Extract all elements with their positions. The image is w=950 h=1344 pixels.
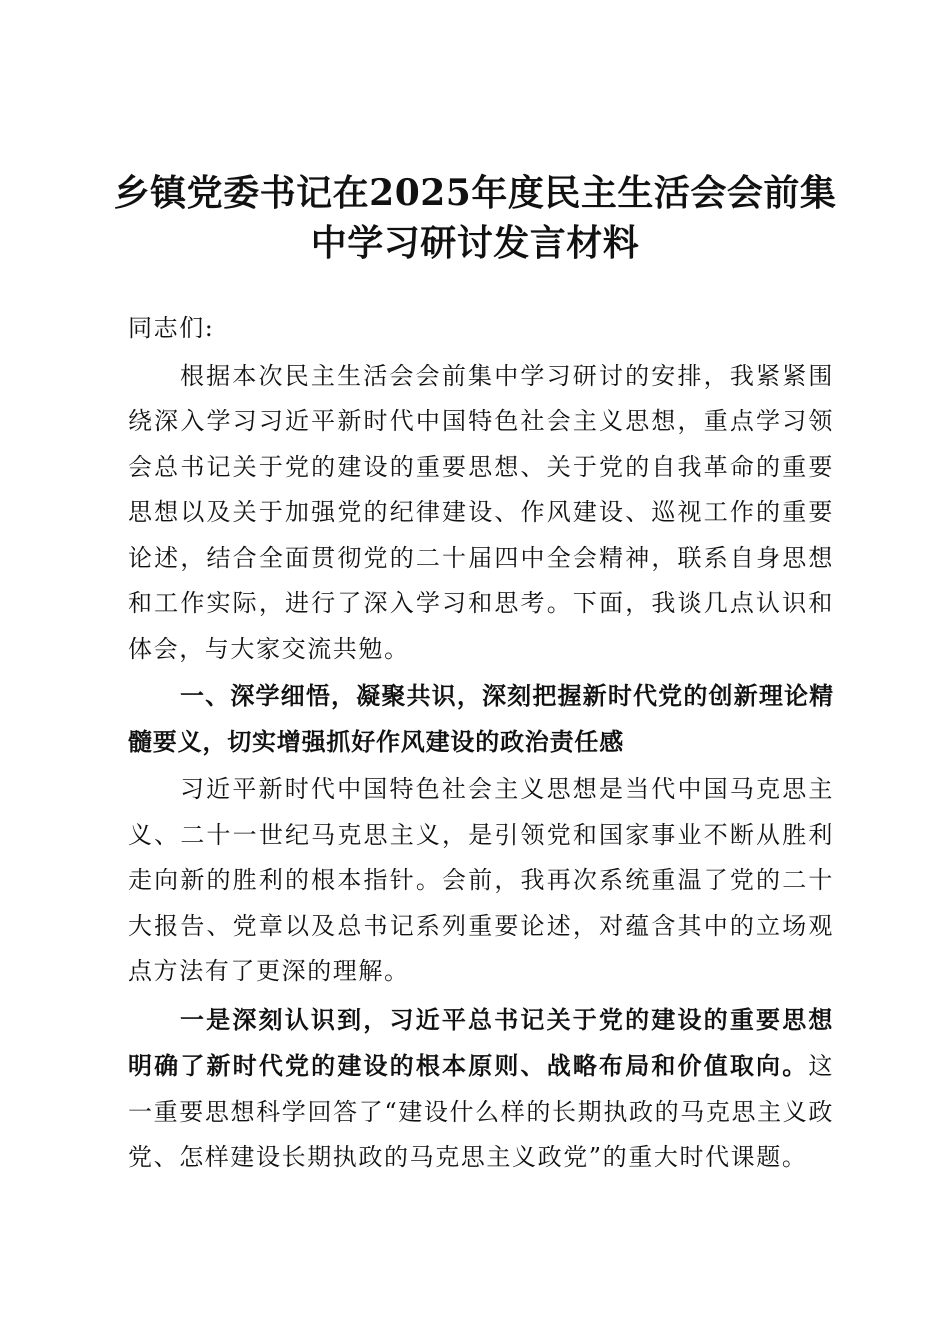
- section-heading-1: 一、深学细悟，凝聚共识，深刻把握新时代党的创新理论精髓要义，切实增强抓好作风建设的政治责任感: [128, 682, 834, 756]
- document-body: [128, 306, 834, 1181]
- point-one-text: 这一重要思想科学回答了“建设什么样的长期执政的马克思主义政党、怎样建设长期执政的马克思主义政党”的重大时代课题。: [128, 1052, 834, 1171]
- title-line-2: 中学习研讨发言材料: [310, 222, 640, 264]
- point-one-paragraph: [128, 997, 834, 1181]
- title-line-1: 乡镇党委书记在2025年度民主生活会会前集: [113, 172, 837, 214]
- intro-paragraph: 根据本次民主生活会会前集中学习研讨的安排，我紧紧围绕深入学习习近平新时代中国特色社会主义思想，重点学习领会总书记关于党的建设的重要思想、关于党的自我革命的重要思想以及关于加强党的纪律建设、作风建设、巡视工作的重要论述，结合全面贯彻党的二十届四中全会精神，联系自身思想和工作实际，进行了深入学习和思考。下面，我谈几点认识和体会，与大家交流共勉。: [128, 361, 834, 663]
- point-one-lead: 一是深刻认识到，习近平总书记关于党的建设的重要思想明确了新时代党的建设的根本原则、战略布局和价值取向。: [128, 1004, 834, 1080]
- section-1-paragraph: 习近平新时代中国特色社会主义思想是当代中国马克思主义、二十一世纪马克思主义，是引领党和国家事业不断从胜利走向新的胜利的根本指针。会前，我再次系统重温了党的二十大报告、党章以及总书记系列重要论述，对蕴含其中的立场观点方法有了更深的理解。: [128, 775, 834, 985]
- document-title: [100, 168, 850, 268]
- salutation: 同志们:: [128, 314, 215, 342]
